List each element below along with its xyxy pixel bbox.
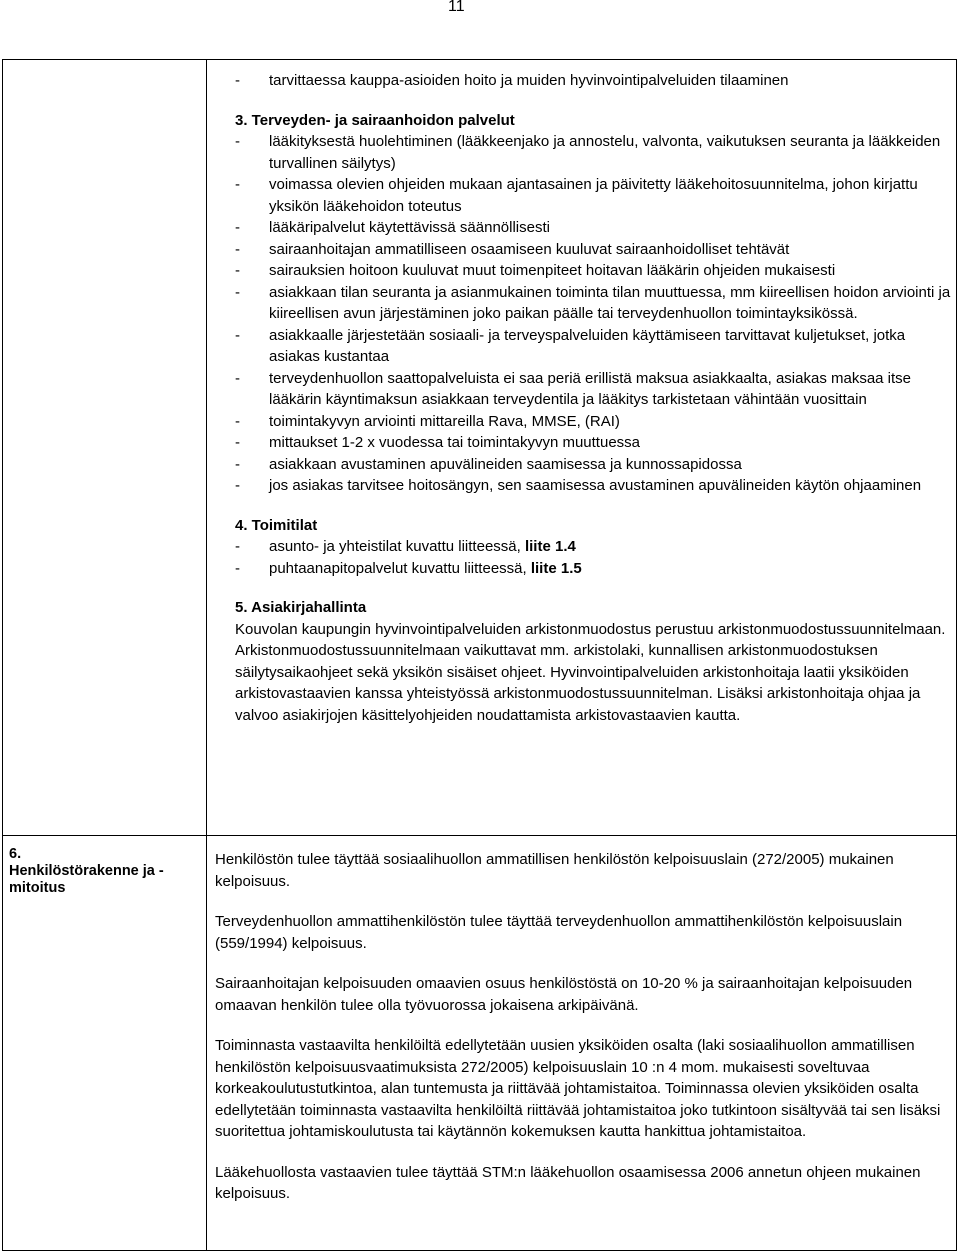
section-heading: 3. Terveyden- ja sairaanhoidon palvelut bbox=[235, 111, 515, 129]
list-item: - jos asiakas tarvitsee hoitosängyn, sen saamisessa avustaminen apuvälineiden käytön ohjaaminen bbox=[235, 477, 922, 494]
left-cell-section-6 bbox=[3, 836, 207, 1251]
content-table bbox=[2, 59, 957, 1251]
list-item: - toimintakyvyn arviointi mittareilla Rava, MMSE, (RAI) bbox=[235, 412, 620, 430]
list-item: - puhtaanapitopalvelut kuvattu liitteessä, liite 1.5 bbox=[235, 559, 582, 577]
section-heading: 4. Toimitilat bbox=[235, 516, 318, 534]
paragraph: Lääkehuollosta vastaavien tulee täyttää STM:n lääkehuollon osaamisessa 2006 annetun ohjeen mukainen kelpoisuus. bbox=[215, 1163, 921, 1202]
list-item: - sairauksien hoitoon kuuluvat muut toimenpiteet hoitavan lääkärin ohjeiden mukaisesti bbox=[235, 262, 836, 279]
section-4 bbox=[235, 515, 956, 580]
section-3 bbox=[235, 110, 956, 497]
list-item: - terveydenhuollon saattopalveluista ei saa periä erillistä maksua asiakkaalta, asiakas maksaa itse lääkärin käyntimaksun asiakkaan terveydentila ja lääkitys tarkistetaan vähintään vuosittain bbox=[235, 369, 912, 408]
list-item: - lääkityksestä huolehtiminen (lääkkeenjako ja annostelu, valvonta, vaikutuksen seuranta ja lääkkeiden turvallinen säilytys) bbox=[235, 133, 941, 172]
section-number: 6. bbox=[9, 846, 22, 862]
attachment-ref: liite 1.4 bbox=[524, 538, 576, 555]
paragraph: Henkilöstön tulee täyttää sosiaalihuollon ammatillisen henkilöstön kelpoisuuslain (272/2005) mukainen kelpoisuus. bbox=[215, 851, 894, 890]
list-item: - mittaukset 1-2 x vuodessa tai toimintakyvyn muuttuessa bbox=[235, 434, 641, 451]
paragraph: Sairaanhoitajan kelpoisuuden omaavien osuus henkilöstöstä on 10-20 % ja sairaanhoitajan kelpoisuuden omaavan henkilön tulee olla työvuorossa jokaisena arkipäivänä. bbox=[215, 975, 913, 1014]
list-item: - sairaanhoitajan ammatilliseen osaamiseen kuuluvat sairaanhoidolliset tehtävät bbox=[235, 240, 790, 258]
list-item: - tarvittaessa kauppa-asioiden hoito ja muiden hyvinvointipalveluiden tilaaminen bbox=[235, 72, 789, 89]
paragraph: Terveydenhuollon ammattihenkilöstön tulee täyttää terveydenhuollon ammattihenkilöstön kelpoisuuslain (559/1994) kelpoisuus. bbox=[215, 913, 903, 952]
page-number: 11 bbox=[448, 0, 465, 15]
list-item: - voimassa olevien ohjeiden mukaan ajantasainen ja päivitetty lääkehoitosuunnitelma, johon kirjattu yksikön lääkehoidon toteutus bbox=[235, 176, 918, 215]
list-item: - asiakkaan avustaminen apuvälineiden saamisessa ja kunnossapidossa bbox=[235, 455, 742, 473]
right-cell-sections bbox=[207, 60, 957, 836]
list-item: - asiakkaan tilan seuranta ja asianmukainen toiminta tilan muuttuessa, mm kiireellisen hoidon arviointi ja kiireellisen avun järjestäminen joko paikan päälle tai terveydenhuollon toimintayksikössä. bbox=[235, 283, 951, 322]
section-title: Henkilöstörakenne ja -mitoitus bbox=[9, 863, 164, 896]
paragraph: Toiminnasta vastaavilta henkilöiltä edellytetään uusien yksiköiden osalta (laki sosiaalihuollon ammatillisen henkilöstön kelpoisuusvaatimuksista 272/2005) kelpoisuuslain 10 :n 4 mom. mukaisesti soveltuvaa korkeakoulutustutkintoa, alan tuntemusta ja riittävää johtamistaitoa. Toiminnassa olevien yksiköiden osalta edellytetään toiminnasta vastaavilta henkilöiltä riittävää johtamistaitoa joko tutkintoon sisältyvää tai sen lisäksi suoritettua johtamiskoulutusta tai käytännön kokemuksen kautta hankittua johtamistaitoa. bbox=[215, 1037, 941, 1140]
section-heading: 5. Asiakirjahallinta bbox=[235, 599, 367, 616]
list-item: - asunto- ja yhteistilat kuvattu liitteessä, liite 1.4 bbox=[235, 538, 576, 555]
list-item: - asiakkaalle järjestetään sosiaali- ja terveyspalveluiden käyttämiseen tarvittavat kuljetukset, jotka asiakas kustantaa bbox=[235, 326, 906, 365]
attachment-ref: liite 1.5 bbox=[530, 559, 582, 577]
left-cell-empty bbox=[3, 60, 207, 836]
section-body: Kouvolan kaupungin hyvinvointipalveluiden arkistonmuodostus perustuu arkistonmuodostussuunnitelmaan. Arkistonmuodostussuunnitelmaan vaikuttavat mm. arkistolaki, kunnallisen arkistonmuodostuksen säilytysaikaohjeet sekä yksikön sisäiset ohjeet. Hyvinvointipalveluiden arkistonhoitaja laatii yksiköiden arkistovastaavien kanssa yhteistyössä arkistonmuodostussuunnitelman. Lisäksi arkistonhoitaja ohjaa ja valvoo asiakirjojen käsittelyohjeiden noudattamista arkistovastaavien kautta. bbox=[235, 620, 946, 724]
right-cell-section-6 bbox=[207, 836, 957, 1251]
list-item: - lääkäripalvelut käytettävissä säännöllisesti bbox=[235, 219, 550, 236]
section-5 bbox=[235, 597, 956, 726]
